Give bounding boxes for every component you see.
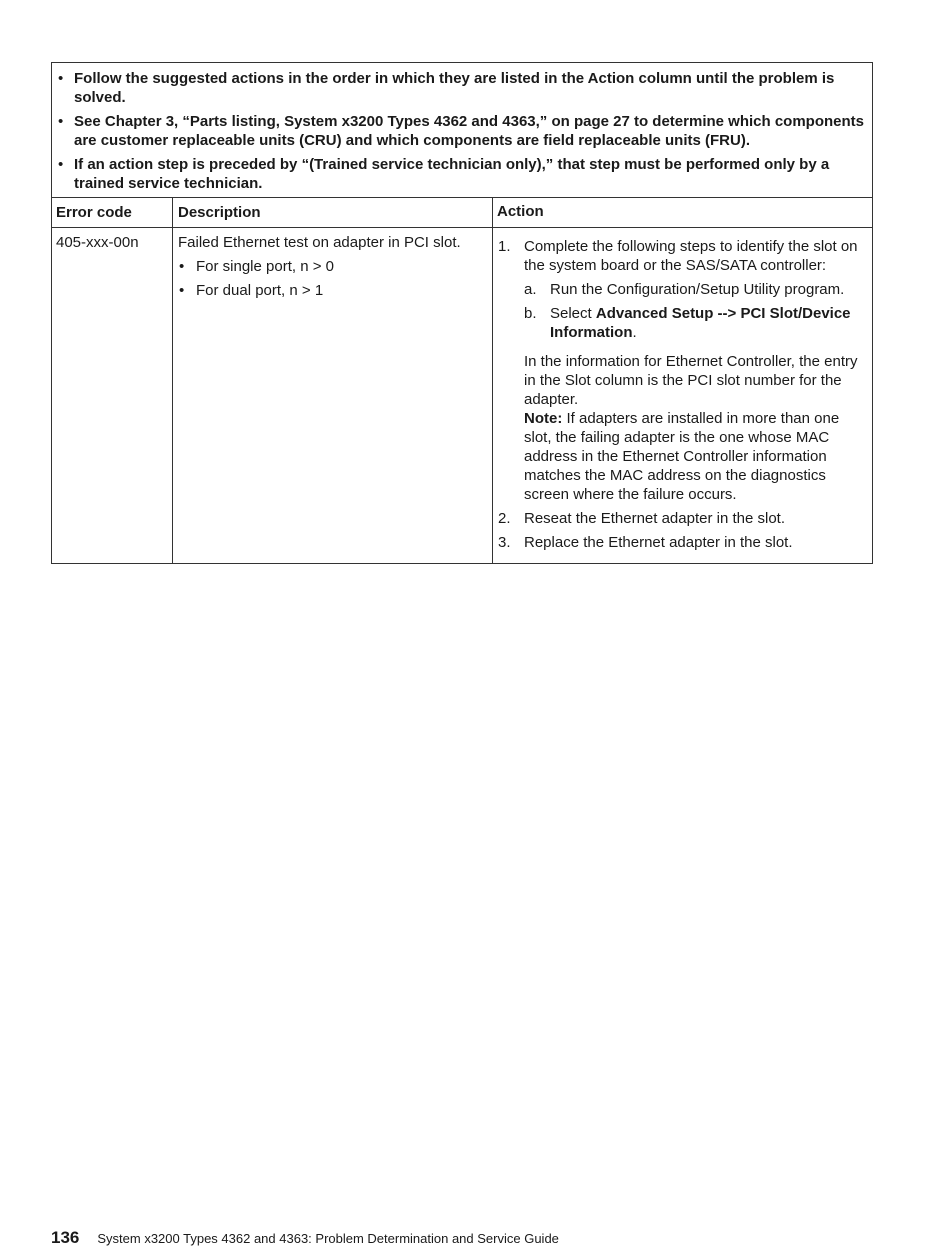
notes-cell xyxy=(52,63,873,198)
page-footer xyxy=(51,1228,559,1248)
step-number: 3. xyxy=(498,534,511,551)
substep-letter: b. xyxy=(524,305,537,322)
substep-text-pre: Select xyxy=(550,305,596,322)
action-step-3 xyxy=(498,533,862,552)
step-number: 2. xyxy=(498,510,511,527)
header-description: Description xyxy=(173,198,493,228)
step-text: Replace the Ethernet adapter in the slot. xyxy=(524,534,793,551)
action-step-1 xyxy=(498,237,862,504)
substep-b xyxy=(524,304,862,342)
note-item: • See Chapter 3, “Parts listing, System x3200 Types 4362 and 4363,” on page 27 to determine which components are customer replaceable units (CRU) and which components are field replaceable units (FRU). xyxy=(56,112,864,150)
step-text: Complete the following steps to identify the slot on the system board or the SAS/SATA controller: xyxy=(524,238,858,274)
description-bullet: • For single port, n > 0 xyxy=(178,257,488,276)
table-row xyxy=(52,228,873,564)
step-note xyxy=(524,409,862,504)
note-item: • Follow the suggested actions in the order in which they are listed in the Action column until the problem is solved. xyxy=(56,69,864,107)
note-label: Note: xyxy=(524,410,563,427)
footer-title: System x3200 Types 4362 and 4363: Problem Determination and Service Guide xyxy=(97,1231,559,1246)
header-error-code: Error code xyxy=(52,198,173,228)
notes-row xyxy=(52,63,873,198)
substep-text: Run the Configuration/Setup Utility program. xyxy=(550,281,845,298)
substep-menu-path: Advanced Setup --> PCI Slot/Device Information xyxy=(550,305,851,341)
page-number: 136 xyxy=(51,1228,80,1247)
step-text: Reseat the Ethernet adapter in the slot. xyxy=(524,510,785,527)
header-action: Action xyxy=(493,198,873,228)
step-number: 1. xyxy=(498,238,511,255)
substep-a xyxy=(524,280,862,299)
action-step-2 xyxy=(498,509,862,528)
note-item: • If an action step is preceded by “(Trained service technician only),” that step must be performed only by a trained service technician. xyxy=(56,155,864,193)
substeps xyxy=(524,280,862,342)
description-bullets xyxy=(178,257,488,300)
description-text: Failed Ethernet test on adapter in PCI slot. xyxy=(178,234,461,251)
error-code-table xyxy=(51,62,873,564)
substep-text-post: . xyxy=(632,324,637,341)
error-code-cell: 405-xxx-00n xyxy=(52,228,173,564)
substep-letter: a. xyxy=(524,281,537,298)
description-bullet: • For dual port, n > 1 xyxy=(178,281,488,300)
note-text: If adapters are installed in more than one slot, the failing adapter is the one whose MAC address in the Ethernet Controller information matches the MAC address on the diagnostics screen where the failure occurs. xyxy=(524,410,840,503)
notes-list xyxy=(56,69,864,193)
header-row xyxy=(52,198,873,228)
action-cell xyxy=(493,228,873,564)
step-paragraph: In the information for Ethernet Controller, the entry in the Slot column is the PCI slot number for the adapter. xyxy=(524,353,858,408)
description-cell xyxy=(173,228,493,564)
